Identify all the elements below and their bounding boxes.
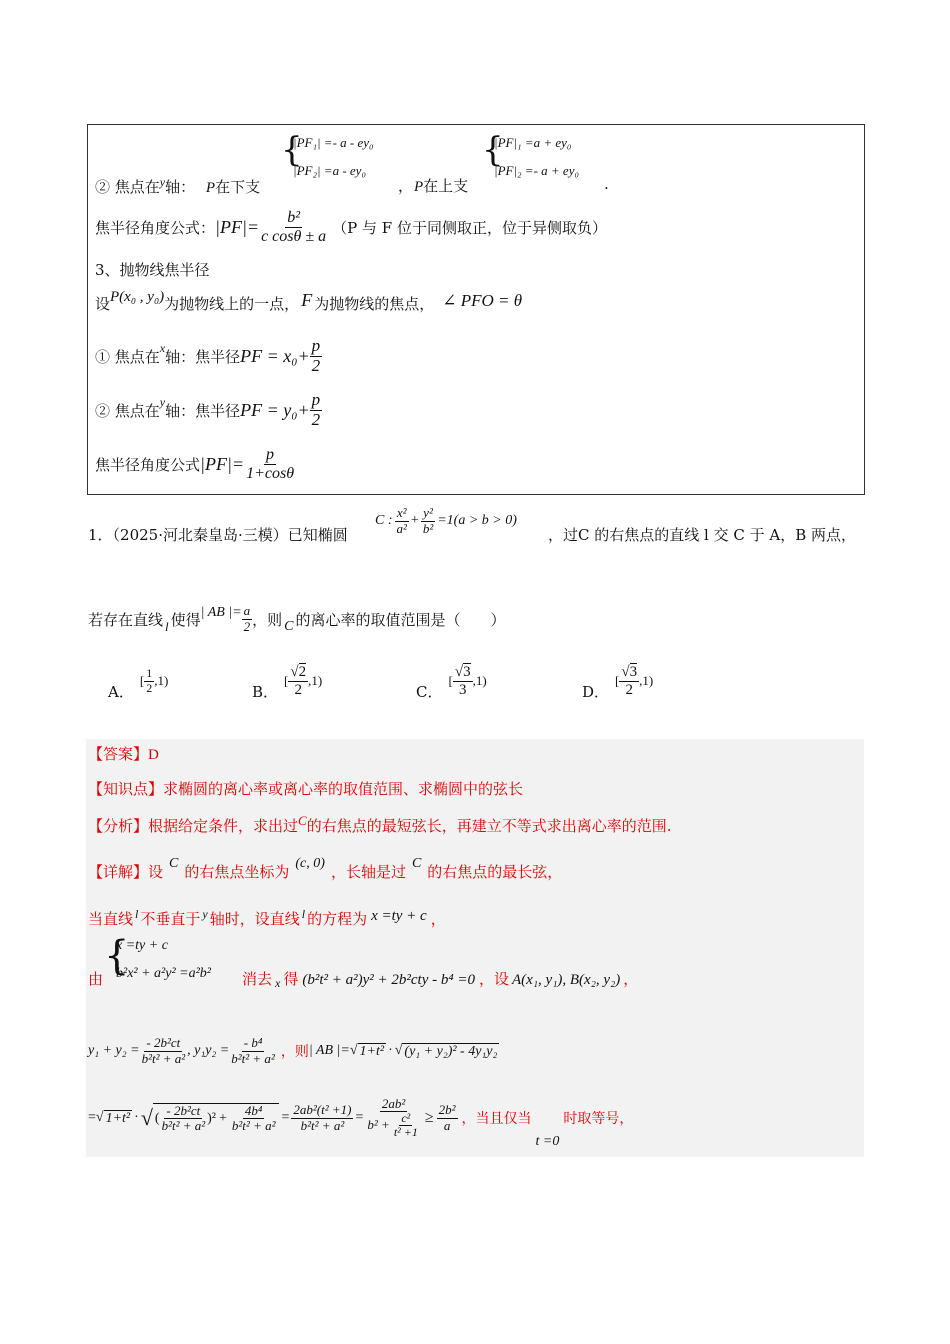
option-b[interactable]: B． [ $\frac{√2}{2}$ ,1) (252, 664, 323, 701)
box-line-5: ① 焦点在 $^x$ 轴：焦半径 PF = x₀+ $\frac{p}{2}$ (95, 335, 321, 375)
answer-line: 【答案】D (88, 745, 159, 763)
box-line-6: ② 焦点在 $^y$ 轴：焦半径 PF = y₀+ $\frac{p}{2}$ (95, 389, 321, 429)
question-line-1-tail: ，过C 的右焦点的直线 l 交 C 于 A，B 两点， (548, 526, 856, 544)
box-line-7: 焦半径角度公式 |PF|= $\frac{p}{1+\cos\theta}$ (95, 445, 295, 482)
detail-line-2: 当直线 $^l$ 不垂直于 $^y$ 轴时，设直线 $^l$ 的方程为 x =ty + c ， (88, 907, 446, 928)
detail-line-1: 【详解】设 $^C$ 的右焦点坐标为 $^{(c, 0)}$ ，长轴是过 $^C$ 的右焦点的最长弦， (88, 856, 563, 881)
detail-line-4: y₁ + y₂ = $\frac{\text{- 2b²ct}}{\text{b²t² + a²}}$ , y₁y₂ = $\frac{\text{- b⁴}}{\text{b²t² + a²}}$ ，则 | AB |= √ 1+t² · √ (y₁ + y₂)² - 4y₁y₂ (88, 1035, 498, 1066)
box-line-4: 设 P(x₀ , y₀) 为抛物线上的一点， F 为抛物线的焦点， ∠ PFO = θ (95, 289, 523, 313)
detail-line-3: 消去 $_x$ 得 (b²t² + a²)y² + 2b²cty - b⁴ =0 ，设 A(x₁, y₁), B(x₂, y₂) ， (242, 970, 639, 990)
section-heading-parabola: 3、抛物线焦半径 (95, 261, 210, 279)
knowledge-line: 【知识点】求椭圆的离心率或离心率的取值范围、求椭圆中的弦长 (88, 780, 524, 798)
detail-line-5: = √ 1+t² · √ ( $\frac{\text{- 2b²ct}}{\text{b²t² + a²}}$ )² + $\frac{\text{4b⁴}}{\text{b²t² + a²}}$ = $\frac{\text{2ab²(t² +1)}}{\text{b²t² + a²}}$ = 2ab² b² + $\frac{\text{c²}}{\text{t² +1}}$ ≥ $\frac{\text{2b²}}{a}$ ，当且仅当 t =0 时取等号， (88, 1095, 634, 1149)
option-a[interactable]: A． [ $\frac{1}{2}$ ,1) (108, 666, 169, 701)
option-c[interactable]: C． [ $\frac{√3}{3}$ ,1) (416, 664, 487, 701)
analysis-line: 【分析】根据给定条件，求出过$^C$的右焦点的最短弦长，再建立不等式求出离心率的范围. (88, 813, 672, 835)
question-line-2: 若存在直线 l 使得 | AB |= $\frac{a}{2}$ ，则 C 的离心率的取值范围是（ ） (88, 603, 506, 634)
box-line-1: ② 焦点在$^y$轴： P在下支 (95, 175, 261, 196)
option-d[interactable]: D． [ $\frac{√3}{2}$ ,1) (582, 664, 654, 701)
upper-branch-label: P在上支 (414, 177, 469, 195)
box-line-2: 焦半径角度公式： |PF|= $\frac{\text{b²}}{\text{c cosθ ± a}}$ （P 与 F 位于同侧取正，位于异侧取负） (95, 209, 607, 245)
ellipse-equation: C : $\frac{\text{x²}}{\text{a²}}$ + $\frac{\text{y²}}{\text{b²}}$ =1(a > b > 0) (375, 505, 517, 536)
question-line-1: 1．（2025·河北秦皇岛·三模）已知椭圆 (88, 526, 348, 544)
angle-formula-fraction: $\frac{\text{b²}}{\text{c cosθ ± a}}$ (261, 209, 327, 245)
